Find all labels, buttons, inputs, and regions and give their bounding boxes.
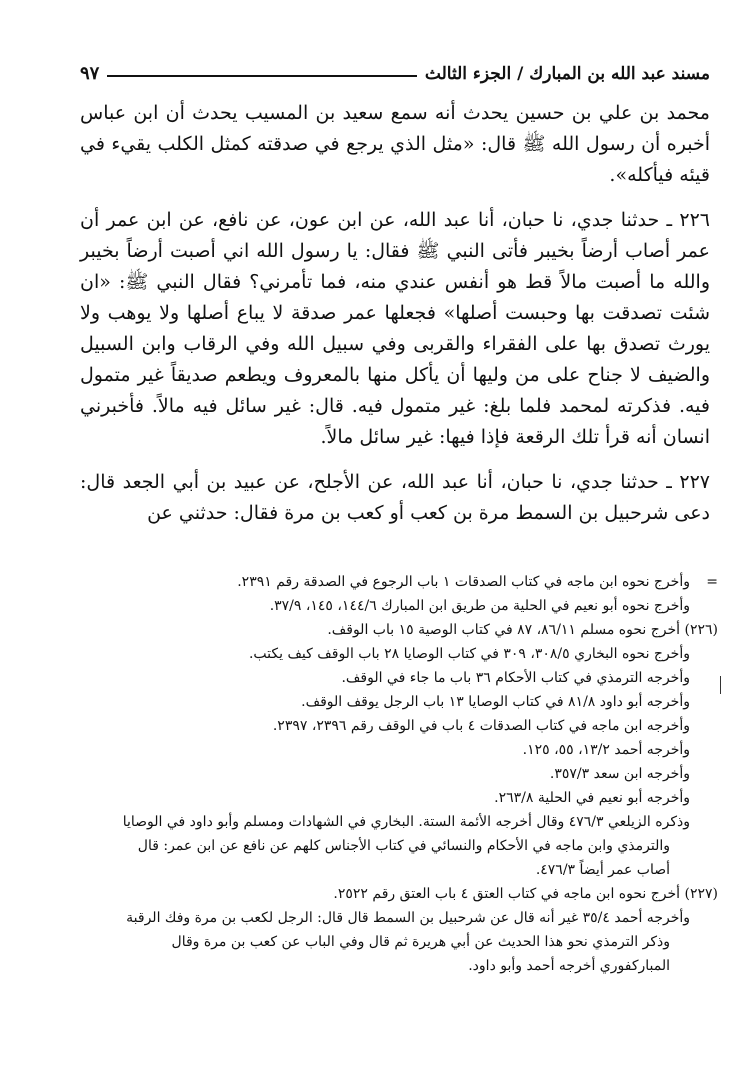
footnotes [80, 570, 718, 978]
footnote-line: أصاب عمر أيضاً ٤٧٦/٣. [535, 862, 670, 878]
footnote-line-226: (٢٢٦) أخرج نحوه مسلم ٨٦/١١، ٨٧ في كتاب الوصية ١٥ باب الوقف. [327, 622, 718, 638]
footnote-line: وأخرجه الترمذي في كتاب الأحكام ٣٦ باب ما جاء في الوقف. [341, 670, 690, 686]
paragraph-hadith-227: ٢٢٧ ـ حدثنا جدي، نا حبان، أنا عبد الله، عن الأجلح، عن عبيد بن أبي الجعد قال: دعى شرحبيل بن السمط مرة بن كعب أو كعب بن مرة فقال: حدثني عن [80, 471, 710, 524]
footnote-line: وأخرجه أبو نعيم في الحلية ٢٦٣/٨. [494, 790, 690, 806]
footnote-line: وأخرج نحوه البخاري ٣٠٨/٥، ٣٠٩ في كتاب الوصايا ٢٨ باب الوقف كيف يكتب. [248, 646, 690, 662]
footnote-line: =وأخرج نحوه ابن ماجه في كتاب الصدقات ١ باب الرجوع في الصدقة رقم ٢٣٩١. [80, 570, 718, 594]
footnote-line-227: (٢٢٧) أخرج نحوه ابن ماجه في كتاب العتق ٤ باب العتق رقم ٢٥٢٢. [333, 886, 718, 902]
footnote-line: والترمذي وابن ماجه في الأحكام والنسائي في كتاب الأجناس كلهم عن نافع عن ابن عمر: قال [137, 838, 670, 854]
running-header [80, 58, 710, 84]
paragraph-hadith-226: ٢٢٦ ـ حدثنا جدي، نا حبان، أنا عبد الله، عن ابن عون، عن نافع، عن ابن عمر أن عمر أصاب أرضاً بخيبر فأتى النبي ﷺ فقال: يا رسول الله اني أصبت أرضاً بخيبر والله ما أصبت مالاً قط هو أنفس عندي منه، فما تأمرني؟ فقال النبي ﷺ: «ان شئت تصدقت بها وحبست أصلها» فجعلها عمر صدقة لا يباع أصلها ولا يوهب ولا يورث تصدق بها على الفقراء والقربى وفي سبيل الله وفي الرقاب وابن السبيل والضيف لا جناح على من وليها أن يأكل منها بالمعروف ويطعم صديقاً غير متمول فيه. فذكرته لمحمد فلما بلغ: غير متمول فيه. قال: غير سائل فيه مالاً. فأخبرني انسان أنه قرأ تلك الرقعة فإذا فيها: غير سائل مالاً. [80, 209, 710, 448]
paragraph-continuation: محمد بن علي بن حسين يحدث أنه سمع سعيد بن المسيب يحدث أن ابن عباس أخبره أن رسول الله ﷺ قال: «مثل الذي يرجع في صدقته كمثل الكلب يقيء في قيئه فيأكله». [80, 102, 710, 186]
continuation-mark: = [706, 574, 718, 590]
footnote-line: وأخرجه أحمد ٣٥/٤ غير أنه قال عن شرحبيل بن السمط قال قال: الرجل لكعب بن مرة وفك الرقبة [126, 910, 690, 926]
footnote-line: وأخرجه ابن سعد ٣٥٧/٣. [549, 766, 690, 782]
main-text [80, 98, 710, 543]
footnote-line: وذكره الزيلعي ٤٧٦/٣ وقال أخرجه الأئمة الستة. البخاري في الشهادات ومسلم وأبو داود في الوصايا [122, 814, 690, 830]
footnote-line: وأخرجه أبو داود ٨١/٨ في كتاب الوصايا ١٣ باب الرجل يوقف الوقف. [301, 694, 690, 710]
footnote-line: وأخرج نحوه أبو نعيم في الحلية من طريق ابن المبارك ١٤٤/٦، ١٤٥، ٣٧/٩. [269, 598, 690, 614]
footnote-line: وأخرجه أحمد ١٣/٢، ٥٥، ١٢٥. [522, 742, 690, 758]
footnote-line: وأخرجه ابن ماجه في كتاب الصدقات ٤ باب في الوقف رقم ٢٣٩٦، ٢٣٩٧. [272, 718, 690, 734]
margin-tick [720, 676, 721, 694]
footnote-line: وذكر الترمذي نحو هذا الحديث عن أبي هريرة ثم قال وفي الباب عن كعب بن مرة وقال [171, 934, 670, 950]
header-title: مسند عبد الله بن المبارك / الجزء الثالث [424, 64, 710, 84]
page-number: ٩٧ [80, 63, 100, 84]
footnote-line: المباركفوري أخرجه أحمد وأبو داود. [468, 958, 670, 974]
header-rule [107, 75, 417, 77]
